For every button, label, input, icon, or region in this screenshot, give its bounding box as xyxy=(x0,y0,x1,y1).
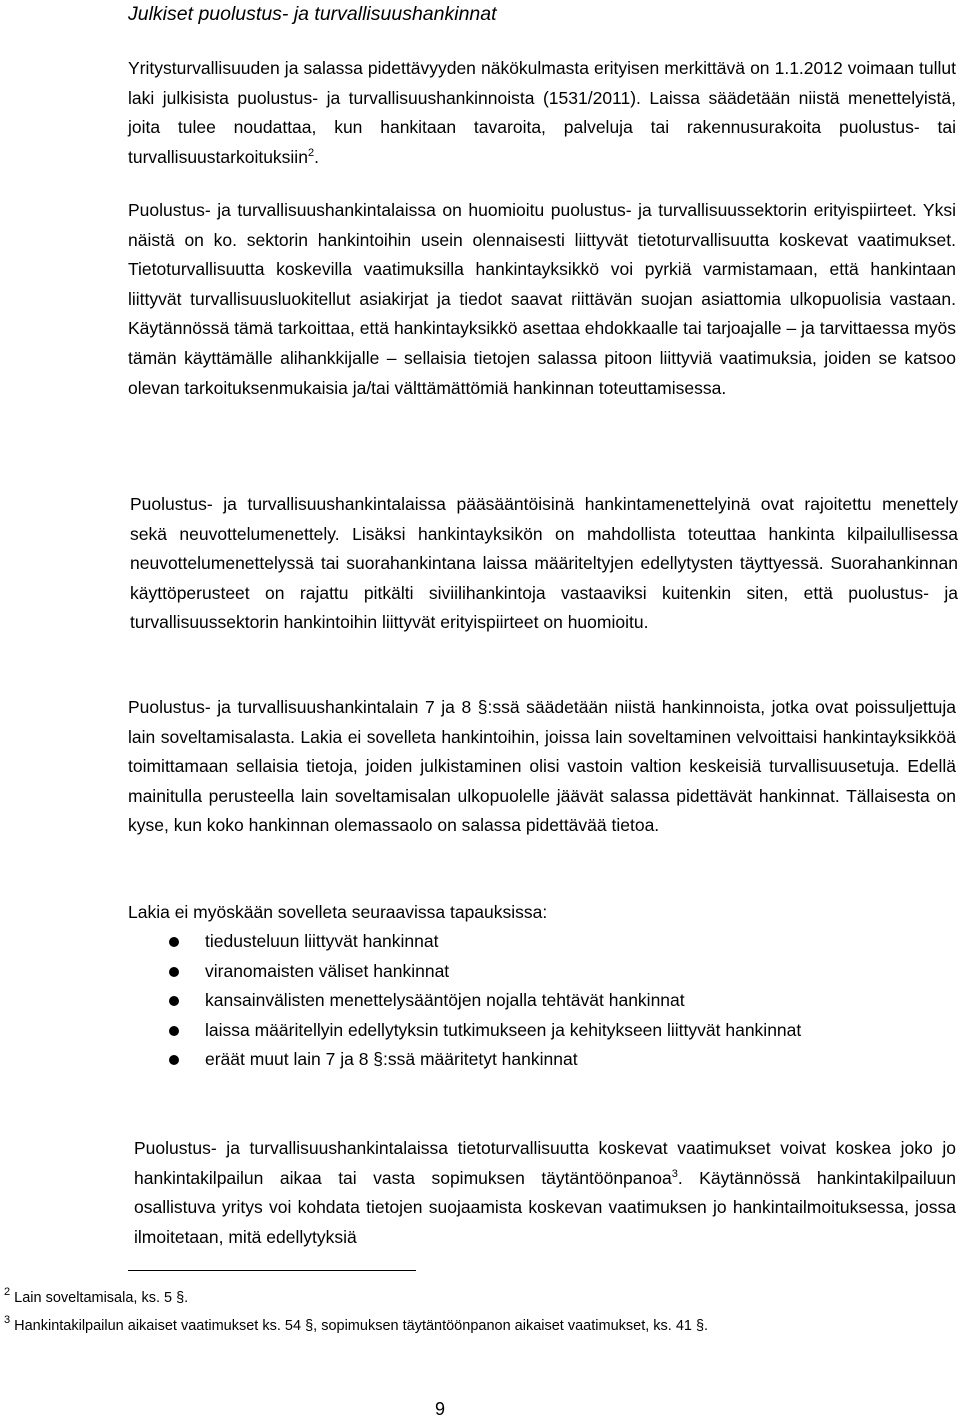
page-number: 9 xyxy=(434,1399,445,1419)
footnote-2 xyxy=(4,1283,188,1307)
footnote-text: Hankintakilpailun aikaiset vaatimukset ks. 54 §, sopimuksen täytäntöönpanon aikaiset vaatimukset, ks. 41 §. xyxy=(14,1318,709,1334)
list-item xyxy=(128,927,956,957)
footnote-text: Lain soveltamisala, ks. 5 §. xyxy=(14,1290,189,1306)
list-item xyxy=(128,986,956,1016)
footnote-divider xyxy=(128,1270,416,1271)
bullet-icon xyxy=(169,967,179,977)
bullet-icon xyxy=(169,996,179,1006)
exclusion-list xyxy=(128,927,956,1075)
paragraph-infosec-text: Puolustus- ja turvallisuushankintalaissa tietoturvallisuutta koskevat vaatimukset voivat koskea joko jo hankintakilpailun aikaa tai vasta sopimuksen täytäntöönpanoa xyxy=(134,1138,956,1188)
paragraph-intro xyxy=(128,54,956,172)
footnote-3 xyxy=(4,1311,708,1335)
footnote-ref-3: 3 xyxy=(671,1167,678,1180)
list-item xyxy=(128,1045,956,1075)
paragraph-information-security xyxy=(134,1134,956,1252)
paragraph-intro-end: . xyxy=(314,146,319,167)
bullet-icon xyxy=(169,1055,179,1065)
list-item-text: eräät muut lain 7 ja 8 §:ssä määritetyt hankinnat xyxy=(205,1049,578,1070)
list-item xyxy=(128,957,956,987)
footnote-number: 3 xyxy=(4,1314,11,1326)
paragraph-exclusions: Puolustus- ja turvallisuushankintalain 7 ja 8 §:ssä säädetään niistä hankinnoista, jotka ovat poissuljettuja lain soveltamisalasta. Lakia ei sovelleta hankintoihin, joissa lain soveltaminen velvoittaisi hankintayksikköä toimittamaan sellaisia tietoja, joiden julkistaminen olisi vastoin valtion keskeisiä turvallisuusetuja. Edellä mainitulla perusteella lain soveltamisalan ulkopuolelle jäävät salassa pidettävät hankinnat. Tällaisesta on kyse, kun koko hankinnan olemassaolo on salassa pidettävää tietoa. xyxy=(128,697,956,836)
list-item-text: laissa määritellyin edellytyksin tutkimukseen ja kehitykseen liittyvät hankinnat xyxy=(205,1019,802,1040)
bullet-icon xyxy=(169,937,179,947)
paragraph-procurement-procedures: Puolustus- ja turvallisuushankintalaissa pääsääntöisinä hankintamenettelyinä ovat rajoitettu menettely sekä neuvottelumenettely. Lisäksi hankintayksikön on mahdollista toteuttaa hankinta kilpailullisessa neuvottelumenettelyssä tai suorahankintana laissa määriteltyjen edellytysten täyttyessä. Suorahankinnan käyttöperusteet on rajattu pitkälti siviilihankintoja vastaaviksi kuitenkin siten, että puolustus- ja turvallisuussektorin hankintoihin liittyvät erityispiirteet on huomioitu. xyxy=(130,494,958,633)
list-item xyxy=(128,1016,956,1046)
bullet-icon xyxy=(169,1026,179,1036)
running-header-title: Julkiset puolustus- ja turvallisuushankinnat xyxy=(128,3,497,25)
paragraph-security-requirements: Puolustus- ja turvallisuushankintalaissa on huomioitu puolustus- ja turvallisuussektorin erityispiirteet. Yksi näistä on ko. sektorin hankintoihin usein olennaisesti liittyvät tietoturvallisuutta koskevat vaatimukset. Tietoturvallisuutta koskevilla vaatimuksilla hankintayksikkö voi pyrkiä varmistamaan, että hankintaan liittyvät turvallisuusluokitellut asiakirjat ja tiedot saavat riittävän suojan asiattomia ulkopuolisia vastaan. Käytännössä tämä tarkoittaa, että hankintayksikkö asettaa ehdokkaalle tai tarjoajalle – ja tarvittaessa myös tämän käyttämälle alihankkijalle – sellaisia tietojen salassa pitoon liittyviä vaatimuksia, joiden se katsoo olevan tarkoituksenmukaisia ja/tai välttämättömiä hankinnan toteuttamisessa. xyxy=(128,200,956,398)
list-item-text: tiedusteluun liittyvät hankinnat xyxy=(205,931,439,951)
paragraph-infosec-end: . Käytännössä hankintakilpailuun osallistuva yritys voi kohdata tietojen suojaamista koskevan vaatimuksen jo hankintailmoituksessa, jossa ilmoitetaan, mitä edellytyksiä xyxy=(134,1167,956,1247)
paragraph-list-intro: Lakia ei myöskään sovelleta seuraavissa tapauksissa: xyxy=(128,902,548,922)
footnote-number: 2 xyxy=(4,1286,11,1298)
paragraph-intro-text: Yritysturvallisuuden ja salassa pidettävyyden näkökulmasta erityisen merkittävä on 1.1.2012 voimaan tullut laki julkisista puolustus- ja turvallisuushankinnoista (1531/2011). Laissa säädetään niistä menettelyistä, joita tulee noudattaa, kun hankitaan tavaroita, palveluja tai rakennusurakoita puolustus- tai turvallisuustarkoituksiin xyxy=(128,58,956,167)
list-item-text: viranomaisten väliset hankinnat xyxy=(205,960,450,981)
list-item-text: kansainvälisten menettelysääntöjen nojalla tehtävät hankinnat xyxy=(205,990,685,1011)
footnote-ref-2: 2 xyxy=(307,146,315,159)
